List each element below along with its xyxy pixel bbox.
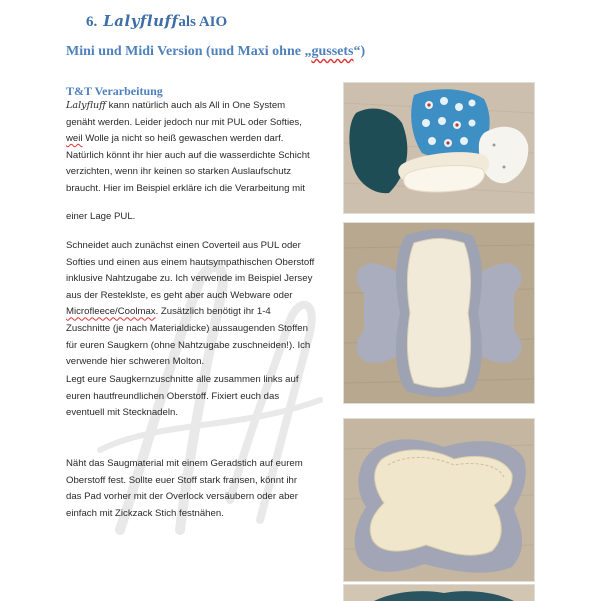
section-title: T&T Verarbeitung [66,84,163,98]
paragraph-sewing [66,456,328,522]
brand-inline: Lalyfluff [66,100,106,111]
spellcheck-word: weil [66,133,83,145]
text-line: Softies und einen aus einem hautsympathischen Oberstoff [66,256,315,268]
text-line: das Pad vorher mit der Overlock versäubern oder aber [66,491,298,503]
text-line: aus der Resteklste, es geht aber auch Webware oder [66,289,293,301]
photo-pad-sewn [343,418,535,582]
photo-cut-pieces [343,82,535,214]
photo-pad-top-view-image [344,223,534,403]
spellcheck-word: gussets [311,44,354,59]
text-line: verzichten, wenn ihr keinen so starken Auslaufschutz [66,166,292,178]
paragraph-intro [66,98,328,198]
text-line: einfach mit Zickzack Stich festnähen. [66,507,224,519]
text-line: verwende hier schweren Molton. [66,356,205,368]
brand-name: Lalyfluff [103,12,179,30]
text-line: euren hautfreundlichen Oberstoff. Fixiert euch das [66,390,280,402]
text-line: Schneidet auch zunächst einen Coverteil aus PUL oder [66,240,301,251]
paragraph-cutting [66,238,328,371]
paragraph-layering [66,372,328,422]
text-line: . Zusätzlich benötigt ihr 1-4 [155,306,271,318]
heading-suffix: als AIO [178,14,228,30]
section-number: 6. [86,14,98,30]
subheading [66,44,365,60]
section-heading [86,12,227,31]
text-line: Oberstoff fest. Sollte euer Stoff stark fransen, könnt ihr [66,474,298,486]
text-line: Natürlich könnt ihr hier auch auf die wasserdichte Schicht [66,149,310,161]
subheading-text: Mini und Midi Version (und Maxi ohne „ [66,44,312,59]
text-line: Wolle ja nicht so heiß gewaschen werden darf. [82,133,284,145]
paragraph-intro-end: einer Lage PUL. [66,211,136,222]
text-line: Legt eure Saugkernzuschnitte alle zusammen links auf [66,374,299,385]
photo-pad-sewn-image [344,419,534,581]
text-line: für euren Saugkern (ohne Nahtzugabe zuschneiden!). Ich [66,339,311,351]
photo-next-step-image [344,585,534,601]
photo-pad-top-view [343,222,535,404]
photo-cut-pieces-image [344,83,534,213]
text-line: inklusive Nahtzugabe zu. Ich verwende im Beispiel Jersey [66,273,313,285]
text-line: Zuschnitte (je nach Materialdicke) aussaugenden Stoffen [66,322,308,334]
text-line: braucht. Hier im Beispiel erkläre ich die Verarbeitung mit [66,182,305,194]
photo-next-step [343,584,535,601]
text-line: kann natürlich auch als All in One System [105,100,286,111]
text-line: eventuell mit Stecknadeln. [66,407,178,419]
spellcheck-word: Microfleece/Coolmax [66,306,156,318]
text-line: Näht das Saugmaterial mit einem Geradstich auf eurem [66,458,303,469]
text-line: genäht werden. Leider jedoch nur mit PUL oder Softies, [66,116,302,128]
subheading-text-end: “) [353,44,366,59]
